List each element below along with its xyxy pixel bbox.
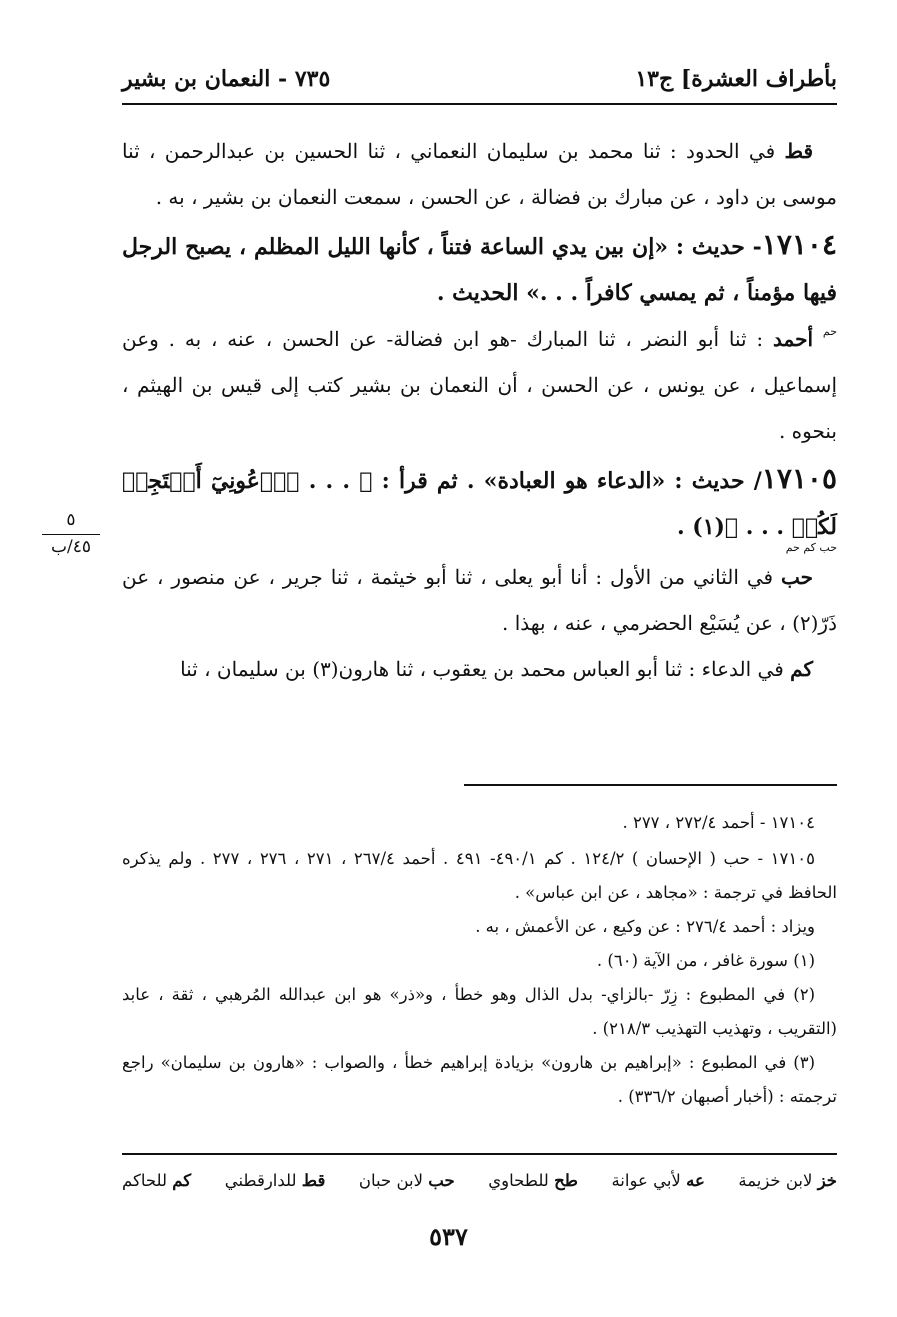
paragraph-text: في الحدود : ثنا محمد بن سليمان النعماني ، ثنا الحسين بن عبدالرحمن ، ثنا موسى بن داود ، عن مبارك بن فضالة ، عن الحسن ، سمعت النعمان بن بشير ، به .: [122, 139, 837, 209]
running-header: [122, 58, 837, 100]
hadith-text: - حديث : «إن بين يدي الساعة فتناً ، كأنها الليل المظلم ، يصبح الرجل فيها مؤمناً ، ثم يمسي كافراً . . .» الحديث .: [122, 234, 837, 306]
footnote-ref-17105: ١٧١٠٥ - حب ( الإحسان ) ١٢٤/٢ . كم ٤٩٠/١- ٤٩١ . أحمد ٢٦٧/٤ ، ٢٧١ ، ٢٧٦ ، ٢٧٧ . ولم يذكره الحافظ في ترجمة : «مجاهد ، عن ابن عباس» .: [122, 849, 837, 902]
hadith-17104: [122, 222, 837, 316]
hadith-text: / حديث : «الدعاء هو العبادة» . ثم قرأ : ﴿ . . . ٱدۡعُونِيٓ أَسۡتَجِبۡ لَكُمۡ . . . ﴾(١) .: [122, 468, 837, 540]
footnote-2: (٢) في المطبوع : زِرّ -بالزاي- بدل الذال وهو خطأ ، و«ذر» هو ابن عبدالله المُرهبي ، ثقة ، عابد (التقريب ، وتهذيب التهذيب ٢١٨/٣) .: [122, 985, 837, 1038]
header-divider: [122, 103, 837, 105]
paragraph-hakim: [122, 646, 837, 692]
margin-note-top: ٥: [66, 510, 76, 530]
footnote-divider: [464, 784, 837, 786]
header-book-title: بأطراف العشرة] ج١٣: [635, 66, 837, 92]
abbreviation-item: خز لابن خزيمة: [738, 1170, 837, 1190]
footnote-1: (١) سورة غافر ، من الآية (٦٠) .: [596, 951, 815, 970]
abbreviation-item: قط للدارقطني: [224, 1170, 326, 1190]
paragraph-ibn-hibban: [122, 554, 837, 646]
paragraph-text: في الثاني من الأول : أنا أبو يعلى ، ثنا أبو خيثمة ، ثنا جرير ، عن منصور ، عن ذَرّ(٢) ، عن يُسَيْع الحضرمي ، عنه ، بهذا .: [122, 565, 837, 635]
source-abbrev: كم: [790, 657, 813, 681]
abbreviations-divider: [122, 1153, 837, 1155]
margin-note-bottom: ٤٥/ب: [51, 537, 91, 557]
header-chapter-title: ٧٣٥ - النعمان بن بشير: [122, 66, 331, 92]
footnote-3: (٣) في المطبوع : «إبراهيم بن هارون» بزيادة إبراهيم خطأ ، والصواب : «هارون بن سليمان» راجع ترجمته : (أخبار أصبهان ٣٣٦/٢) .: [122, 1053, 837, 1106]
abbreviation-item: طح للطحاوي: [488, 1170, 578, 1190]
hadith-sigla: حب كم حم: [785, 541, 837, 554]
margin-note-divider: [42, 534, 100, 535]
abbreviation-item: عه لأبي عوانة: [611, 1170, 705, 1190]
footnotes: [122, 806, 837, 1114]
footnote-addition: ويزاد : أحمد ٢٧٦/٤ : عن وكيع ، عن الأعمش ، به .: [475, 917, 815, 936]
paragraph-text: : ثنا أبو النضر ، ثنا المبارك -هو ابن فضالة- عن الحسن ، عنه ، به . وعن إسماعيل ، عن يونس ، عن الحسن ، أن النعمان بن بشير كتب إلى قيس بن الهيثم ، بنحوه .: [122, 327, 837, 443]
abbreviation-item: كم للحاكم: [122, 1170, 192, 1190]
paragraph-daraqutni: [122, 128, 837, 220]
source-abbrev: قط: [784, 139, 813, 163]
hadith-number: ١٧١٠٤: [761, 228, 837, 261]
paragraph-ahmad: [122, 316, 837, 454]
hadith-number: ١٧١٠٥: [761, 462, 837, 495]
source-abbrev: أحمد: [773, 327, 813, 351]
footnote-ref-17104: ١٧١٠٤ - أحمد ٢٧٢/٤ ، ٢٧٧ .: [622, 813, 815, 832]
hadith-17105: [122, 456, 837, 550]
margin-folio-note: [38, 510, 104, 557]
abbreviation-item: حب لابن حبان: [358, 1170, 455, 1190]
main-text: [122, 128, 837, 692]
paragraph-text: في الدعاء : ثنا أبو العباس محمد بن يعقوب ، ثنا هارون(٣) بن سليمان ، ثنا: [180, 657, 784, 681]
hadith-sigla: حم: [822, 325, 837, 338]
page-number: ٥٣٧: [429, 1222, 468, 1251]
abbreviations-key: [122, 1162, 837, 1198]
source-abbrev: حب: [781, 565, 814, 589]
